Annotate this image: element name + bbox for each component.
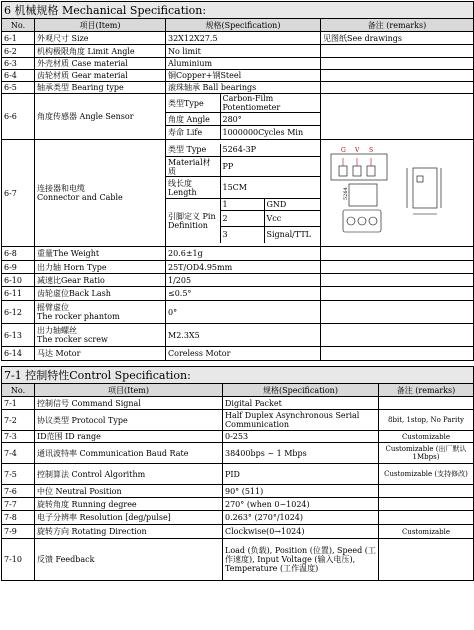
sub-key: 线长度 Length bbox=[166, 177, 220, 199]
row-remark: Customizable (支持修改) bbox=[379, 464, 474, 485]
row-no: 6-11 bbox=[2, 287, 35, 301]
row-spec: 0-253 bbox=[223, 431, 379, 443]
row-no: 6-2 bbox=[2, 45, 35, 58]
row-remark: Customizable bbox=[379, 431, 474, 443]
table-row bbox=[2, 511, 474, 525]
header-spec: 规格(Specification) bbox=[223, 384, 379, 397]
row-no: 6-12 bbox=[2, 301, 35, 324]
row-item: 机构极限角度 Limit Angle bbox=[35, 45, 166, 58]
spec-sheet bbox=[1, 1, 473, 581]
table-row bbox=[2, 247, 474, 261]
row-item-en: The rocker screw bbox=[37, 335, 108, 344]
row-item: 外壳材质 Case material bbox=[35, 58, 166, 70]
row-remark bbox=[321, 70, 474, 82]
sub-value: 1000000Cycles Min bbox=[220, 126, 320, 139]
row-remark bbox=[379, 539, 474, 581]
row-remark bbox=[379, 498, 474, 511]
header-remarks: 备注 (remarks) bbox=[379, 384, 474, 397]
row-spec: 90° (511) bbox=[223, 485, 379, 498]
row-item: 中位 Neutral Position bbox=[35, 485, 223, 498]
row-item: 控制信号 Command Signal bbox=[35, 397, 223, 410]
row-item: 旋转角度 Running degree bbox=[35, 498, 223, 511]
pin-signal: GND bbox=[264, 199, 320, 211]
row-no: 6-10 bbox=[2, 274, 35, 287]
row-item-en: The rocker phantom bbox=[37, 312, 120, 321]
header-spec: 规格(Specification) bbox=[166, 19, 321, 32]
sub-value: 15CM bbox=[220, 177, 320, 199]
header-item: 项目(Item) bbox=[35, 19, 166, 32]
row-item-cn: 摇臂虚位 bbox=[37, 303, 69, 312]
row-item-cn: 连接器和电缆 bbox=[37, 184, 85, 193]
row-no: 7-3 bbox=[2, 431, 35, 443]
row-item: 马达 Motor bbox=[35, 347, 166, 361]
sub-key: Material材质 bbox=[166, 157, 220, 177]
table-row bbox=[2, 464, 474, 485]
row-remark bbox=[321, 58, 474, 70]
row-remark bbox=[321, 261, 474, 274]
row-no: 7-9 bbox=[2, 525, 35, 539]
row-spec: Digital Packet bbox=[223, 397, 379, 410]
row-remark: Customizable bbox=[379, 525, 474, 539]
table-row bbox=[2, 32, 474, 45]
pin-signal: Signal/TTL bbox=[264, 227, 320, 243]
table-row bbox=[2, 485, 474, 498]
row-item: 控制算法 Control Algorithm bbox=[35, 464, 223, 485]
row-remark: Customizable (出厂默认1Mbps) bbox=[379, 443, 474, 464]
row-no: 7-7 bbox=[2, 498, 35, 511]
sub-value: Carbon-Film Potentiometer bbox=[220, 94, 320, 113]
pin-definition-label: 引脚定义 Pin Definition bbox=[166, 199, 220, 243]
pin-number: 3 bbox=[220, 227, 264, 243]
row-item: 齿轮虚位Back Lash bbox=[35, 287, 166, 301]
row-item: 轴承类型 Bearing type bbox=[35, 82, 166, 94]
pin-number: 1 bbox=[220, 199, 264, 211]
row-item: 出力轴 Horn Type bbox=[35, 261, 166, 274]
pin-signal: Vcc bbox=[264, 211, 320, 227]
row-no: 6-8 bbox=[2, 247, 35, 261]
row-spec: 20.6±1g bbox=[166, 247, 321, 261]
table-row bbox=[2, 140, 474, 247]
row-no: 7-8 bbox=[2, 511, 35, 525]
mechanical-spec-table bbox=[1, 1, 474, 361]
row-spec: 270° (when 0~1024) bbox=[223, 498, 379, 511]
row-no: 7-4 bbox=[2, 443, 35, 464]
row-no: 6-6 bbox=[2, 94, 35, 140]
row-remark bbox=[321, 247, 474, 261]
table-row bbox=[2, 301, 474, 324]
row-remark bbox=[379, 485, 474, 498]
table-row bbox=[2, 498, 474, 511]
row-no: 7-1 bbox=[2, 397, 35, 410]
row-no: 6-7 bbox=[2, 140, 35, 247]
row-item-en: Connector and Cable bbox=[37, 193, 123, 202]
row-no: 7-2 bbox=[2, 410, 35, 431]
row-spec: 滚珠轴承 Ball bearings bbox=[166, 82, 321, 94]
row-spec: 38400bps ~ 1 Mbps bbox=[223, 443, 379, 464]
row-item: 协议类型 Protocol Type bbox=[35, 410, 223, 431]
row-item: 减速比Gear Ratio bbox=[35, 274, 166, 287]
row-spec: M2.3X5 bbox=[166, 324, 321, 347]
row-spec: 铜Copper+钢Steel bbox=[166, 70, 321, 82]
row-no: 6-3 bbox=[2, 58, 35, 70]
row-no: 6-5 bbox=[2, 82, 35, 94]
table-row bbox=[2, 539, 474, 581]
row-spec: 0.263° (270°/1024) bbox=[223, 511, 379, 525]
row-remark bbox=[321, 287, 474, 301]
row-item: 反馈 Feedback bbox=[35, 539, 223, 581]
sub-key: 角度 Angle bbox=[166, 113, 220, 126]
row-item: 旋转方向 Rotating Direction bbox=[35, 525, 223, 539]
connector-subtable bbox=[166, 144, 320, 243]
row-spec: PID bbox=[223, 464, 379, 485]
row-spec: Clockwise(0→1024) bbox=[223, 525, 379, 539]
sub-key: 类型Type bbox=[166, 94, 220, 113]
pin-v-label: V bbox=[355, 147, 360, 154]
row-item: 通讯波特率 Communication Baud Rate bbox=[35, 443, 223, 464]
header-no: No. bbox=[2, 384, 35, 397]
table-row bbox=[2, 431, 474, 443]
table-row bbox=[2, 58, 474, 70]
row-item: 齿轮材质 Gear material bbox=[35, 70, 166, 82]
row-spec: Load (负载), Position (位置), Speed (工作速度), Input Voltage (输入电压), Temperature (工作温度) bbox=[223, 539, 379, 581]
row-remark bbox=[379, 511, 474, 525]
pin-number: 2 bbox=[220, 211, 264, 227]
connector-drawing bbox=[321, 140, 472, 244]
row-item: ID范围 ID range bbox=[35, 431, 223, 443]
header-no: No. bbox=[2, 19, 35, 32]
sub-key: 寿命 Life bbox=[166, 126, 220, 139]
table-row bbox=[2, 287, 474, 301]
control-section-title: 7-1 控制特性Control Specification: bbox=[2, 367, 474, 384]
header-remarks: 备注 (remarks) bbox=[321, 19, 474, 32]
row-spec: Aluminium bbox=[166, 58, 321, 70]
row-no: 6-14 bbox=[2, 347, 35, 361]
row-spec: Half Duplex Asynchronous Serial Communication bbox=[223, 410, 379, 431]
row-remark: 8bit, 1stop, No Parity bbox=[379, 410, 474, 431]
row-item: 重量The Weight bbox=[35, 247, 166, 261]
mechanical-section-title: 6 机械规格 Mechanical Specification: bbox=[2, 2, 474, 19]
row-spec: 0° bbox=[166, 301, 321, 324]
sensor-subtable bbox=[166, 94, 320, 139]
sub-key: 类型 Type bbox=[166, 144, 220, 157]
table-row bbox=[2, 261, 474, 274]
row-spec: ≤0.5° bbox=[166, 287, 321, 301]
table-row bbox=[2, 525, 474, 539]
row-spec: 32X12X27.5 bbox=[166, 32, 321, 45]
row-no: 6-1 bbox=[2, 32, 35, 45]
row-remark: 见图纸See drawings bbox=[321, 32, 474, 45]
table-row bbox=[2, 443, 474, 464]
table-row bbox=[2, 410, 474, 431]
table-row bbox=[2, 70, 474, 82]
table-row bbox=[2, 324, 474, 347]
row-spec: 1/205 bbox=[166, 274, 321, 287]
row-item-cn: 出力轴螺丝 bbox=[37, 326, 77, 335]
row-spec: 25T/OD4.95mm bbox=[166, 261, 321, 274]
row-no: 7-5 bbox=[2, 464, 35, 485]
table-row bbox=[2, 397, 474, 410]
table-row bbox=[2, 347, 474, 361]
pin-g-label: G bbox=[341, 147, 346, 154]
table-row bbox=[2, 94, 474, 140]
row-spec: Coreless Motor bbox=[166, 347, 321, 361]
sub-value: 280° bbox=[220, 113, 320, 126]
row-no: 6-9 bbox=[2, 261, 35, 274]
row-item: 角度传感器 Angle Sensor bbox=[35, 94, 166, 140]
table-row bbox=[2, 45, 474, 58]
table-row bbox=[2, 274, 474, 287]
row-no: 6-13 bbox=[2, 324, 35, 347]
row-remark bbox=[321, 274, 474, 287]
table-row bbox=[2, 82, 474, 94]
header-item: 项目(Item) bbox=[35, 384, 223, 397]
row-no: 7-6 bbox=[2, 485, 35, 498]
row-remark bbox=[379, 397, 474, 410]
control-spec-table bbox=[1, 366, 474, 581]
sub-value: 5264-3P bbox=[220, 144, 320, 157]
row-item: 外观尺寸 Size bbox=[35, 32, 166, 45]
pin-s-label: S bbox=[369, 147, 374, 154]
row-remark bbox=[321, 45, 474, 58]
row-no: 7-10 bbox=[2, 539, 35, 581]
row-item: 电子分辨率 Resolution [deg/pulse] bbox=[35, 511, 223, 525]
row-remark bbox=[321, 82, 474, 94]
part-number-label: 5264 bbox=[343, 187, 349, 200]
row-no: 6-4 bbox=[2, 70, 35, 82]
row-spec: No limit bbox=[166, 45, 321, 58]
sub-value: PP bbox=[220, 157, 320, 177]
